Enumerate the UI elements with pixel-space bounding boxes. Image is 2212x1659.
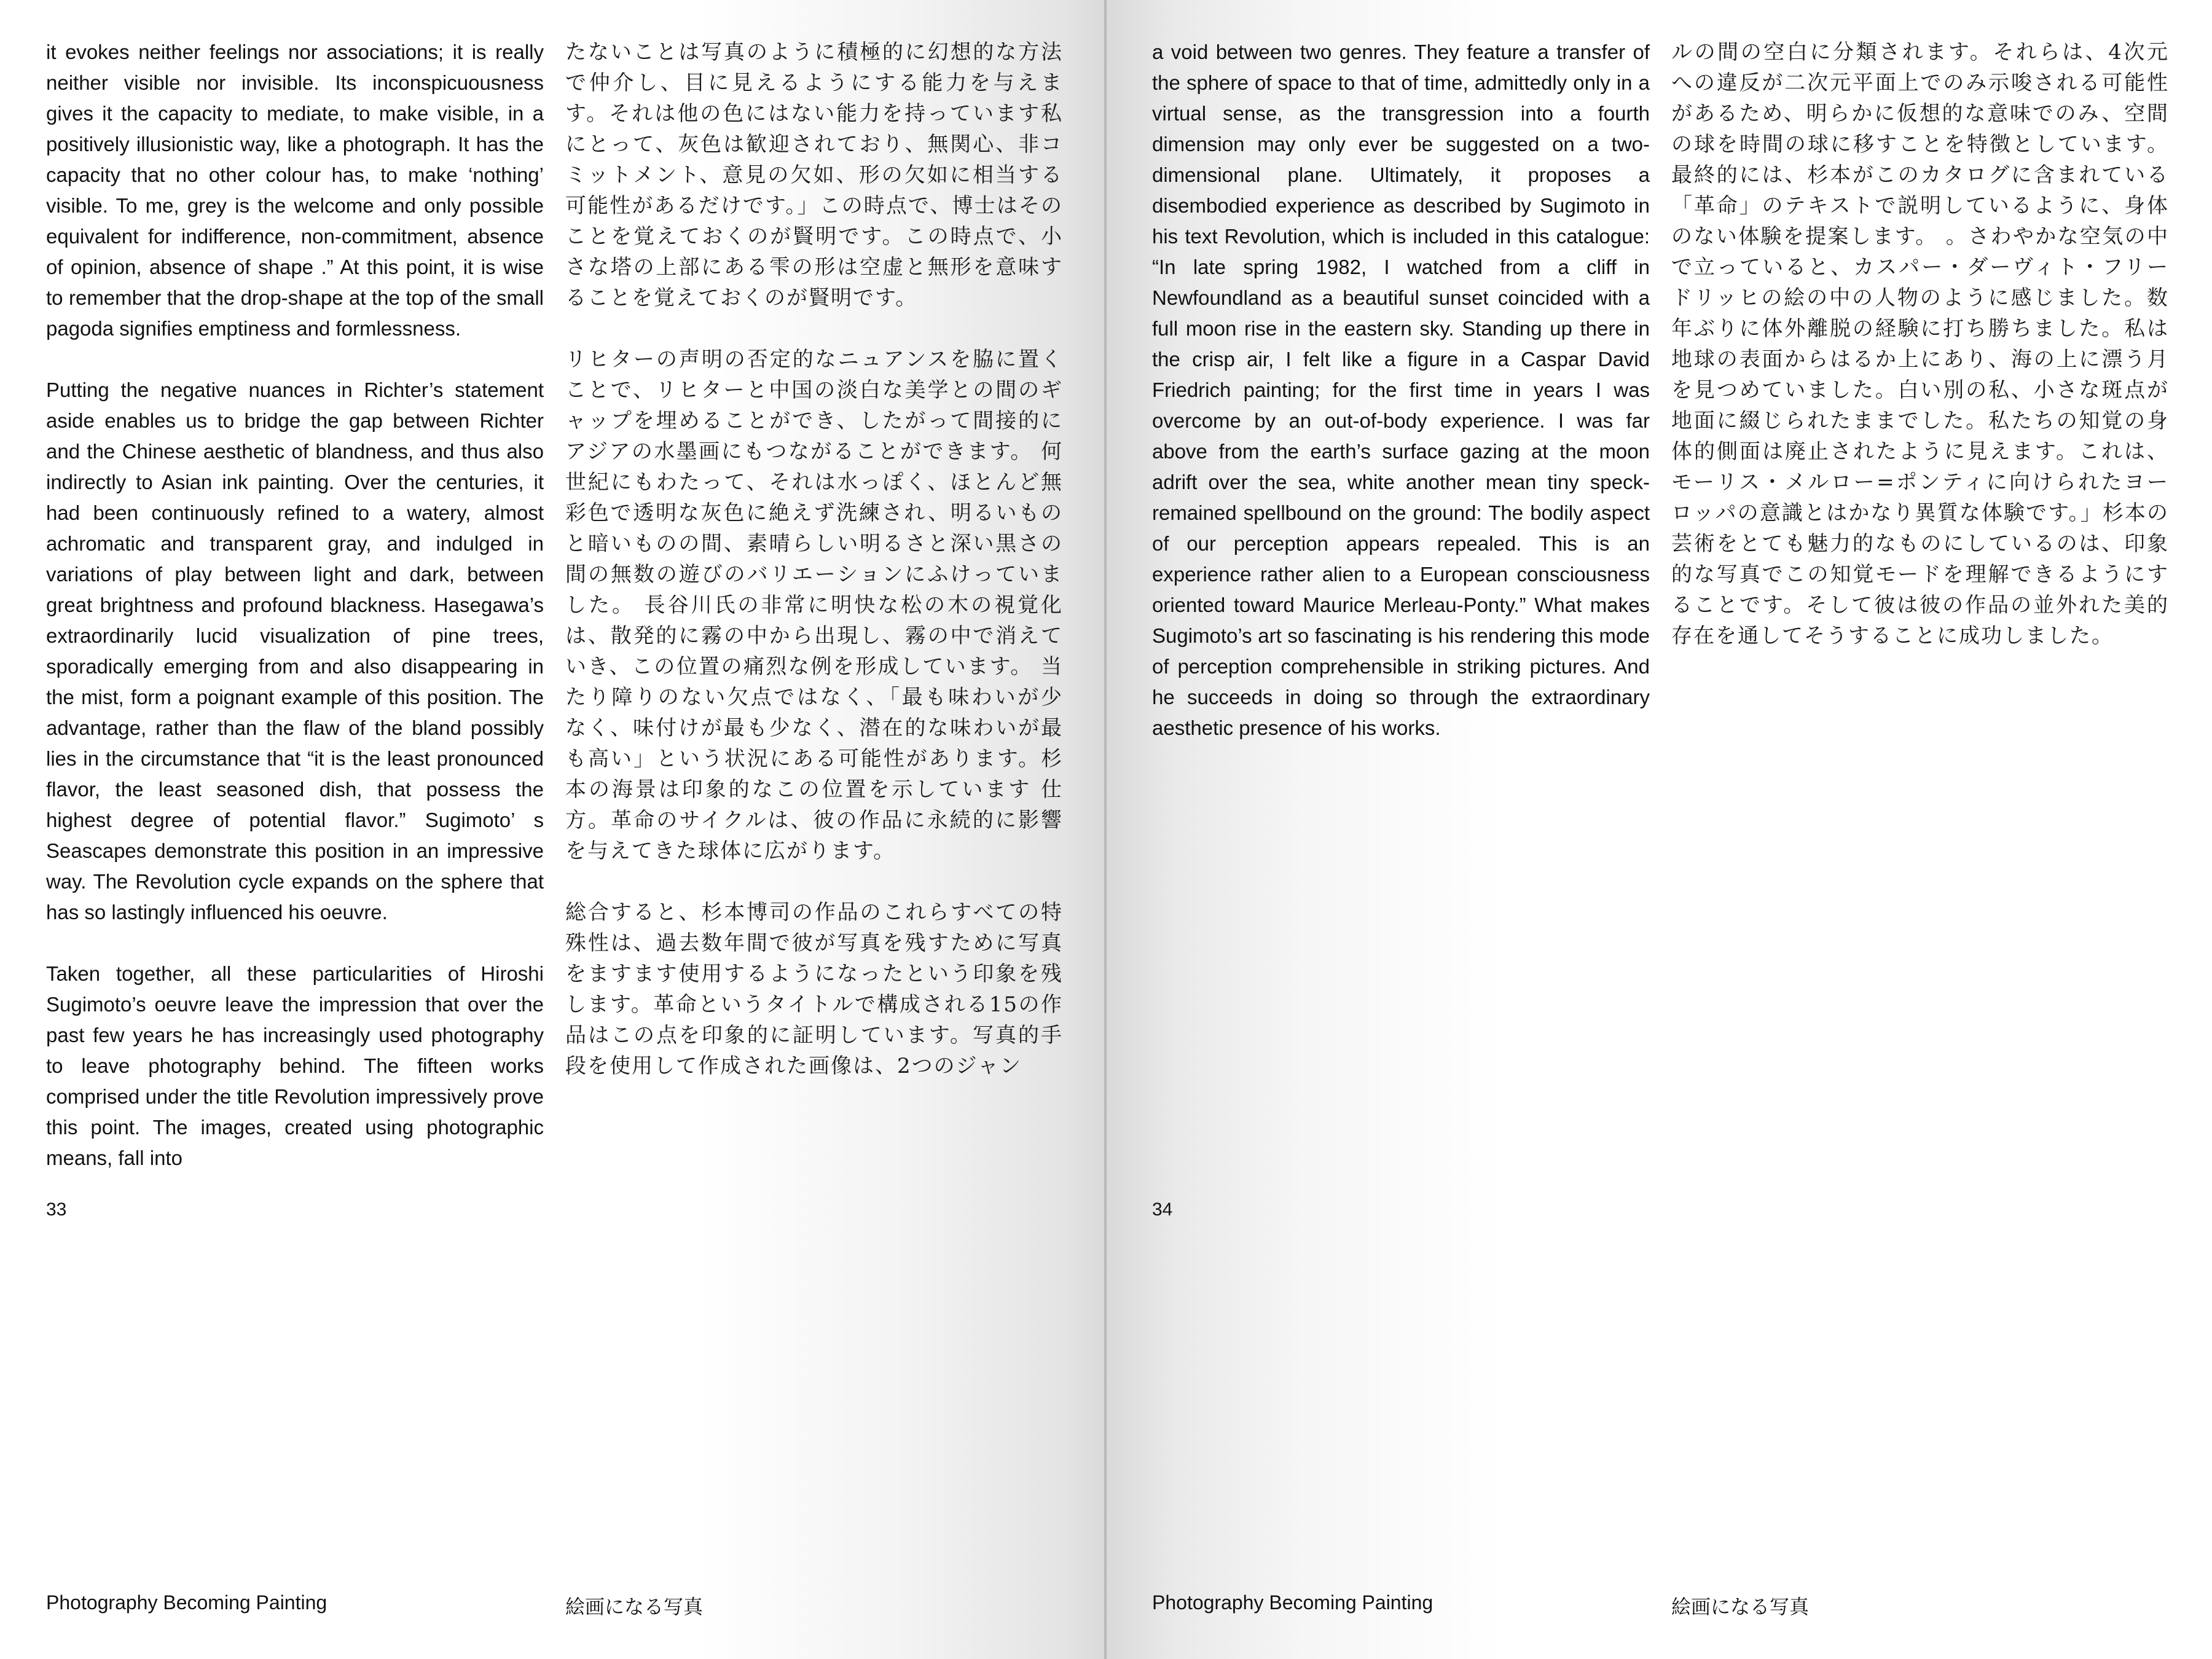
running-footer-english: Photography Becoming Painting xyxy=(46,1591,327,1614)
japanese-paragraph: たないことは写真のように積極的に幻想的な方法で仲介し、目に見えるようにする能力を与えます。それは他の色にはない能力を持っています私にとって、灰色は歓迎されており、無関心、非コミットメント、意見の欠如、形の欠如に相当する可能性があるだけです。」この時点で、博士はそのことを覚えておくのが賢明です。この時点で、小さな塔の上部にある雫の形は空虚と無形を意味することを覚えておくのが賢明です。 xyxy=(565,40,1063,310)
page-number: 33 xyxy=(46,1199,67,1220)
japanese-column xyxy=(1671,37,2169,651)
right-page xyxy=(1106,0,2212,1659)
english-paragraph: Taken together, all these particularities of Hiroshi Sugimoto’s oeuvre leave the impression that over the past few years he has increasingly used photography to leave photography behind. The fifteen works comprised under the title Revolution impressively prove this point. The images, created using photographic means, fall into xyxy=(46,962,544,1169)
japanese-paragraph: 総合すると、杉本博司の作品のこれらすべての特殊性は、過去数年間で彼が写真を残すために写真をますます使用するようになったという印象を残します。革命というタイトルで構成される15の作品はこの点を印象的に証明しています。写真的手段を使用して作成された画像は、2つのジャン xyxy=(565,900,1063,1078)
running-footer-english: Photography Becoming Painting xyxy=(1152,1591,1433,1614)
page-number: 34 xyxy=(1152,1199,1173,1220)
japanese-paragraph: リヒターの声明の否定的なニュアンスを脇に置くことで、リヒターと中国の淡白な美学との間のギャップを埋めることができ、したがって間接的にアジアの水墨画にもつながることができます。 何世紀にもわたって、それは水っぽく、ほとんど無彩色で透明な灰色に絶えず洗練され、明るいものと暗いものの間、素晴らしい明るさと深い黒さの間の無数の遊びのバリエーションにふけっていました。 長谷川氏の非常に明快な松の木の視覚化は、散発的に霧の中から出現し、霧の中で消えていき、この位置の痛烈な例を形成しています。 当たり障りのない欠点ではなく、「最も味わいが少なく、味付けが最も少なく、潜在的な味わいが最も高い」という状況にある可能性があります。杉本の海景は印象的なこの位置を示しています 仕方。革命のサイクルは、彼の作品に永続的に影響を与えてきた球体に広がります。 xyxy=(565,347,1063,863)
running-footer-japanese: 絵画になる写真 xyxy=(565,1595,704,1618)
english-paragraph: Putting the negative nuances in Richter’s statement aside enables us to bridge the gap between Richter and the Chinese aesthetic of blandness, and thus also indirectly to Asian ink painting. Over the centuries, it had been continuously refined to a watery, almost achromatic and transparent gray, and indulged in variations of play between light and dark, between great brightness and profound blackness. Hasegawa’s extraordinarily lucid visualization of pine trees, sporadically emerging from and also disappearing in the mist, form a poignant example of this position. The advantage, rather than the flaw of the bland possibly lies in the circumstance that “it is the least pronounced flavor, the least seasoned dish, that possess the highest degree of potential flavor.” Sugimoto’ s Seascapes demonstrate this position in an impressive way. The Revolution cycle expands on the sphere that has so lastingly influenced his oeuvre. xyxy=(46,378,544,924)
japanese-paragraph: ルの間の空白に分類されます。それらは、4次元への違反が二次元平面上でのみ示唆される可能性があるため、明らかに仮想的な意味でのみ、空間の球を時間の球に移すことを特徴としています。最終的には、杉本がこのカタログに含まれている「革命」のテキストで説明しているように、身体のない体験を提案します。 。さわやかな空気の中で立っていると、カスパー・ダーヴィト・フリードリッヒの絵の中の人物のように感じました。数年ぶりに体外離脱の経験に打ち勝ちました。私は地球の表面からはるか上にあり、海の上に漂う月を見つめていました。白い別の私、小さな斑点が地面に綴じられたままでした。私たちの知覚の身体的側面は廃止されたように見えます。これは、モーリス・メルロー=ポンティに向けられたヨーロッパの意識とはかなり異質な体験です。」杉本の芸術をとても魅力的なものにしているのは、印象的な写真でこの知覚モードを理解できるようにすることです。そして彼は彼の作品の並外れた美的存在を通してそうすることに成功しました。 xyxy=(1671,40,2169,648)
english-column xyxy=(46,37,544,1174)
japanese-column xyxy=(565,37,1063,1081)
running-footer-japanese: 絵画になる写真 xyxy=(1671,1595,1810,1618)
english-paragraph: it evokes neither feelings nor associations; it is really neither visible nor invisible. Its inconspicuousness gives it the capacity to mediate, to make visible, in a positively illusionistic way, like a photograph. It has the capacity that no other colour has, to make ‘nothing’ visible. To me, grey is the welcome and only possible equivalent for indifference, non-commitment, absence of opinion, absence of shape .” At this point, it is wise to remember that the drop-shape at the top of the small pagoda signifies emptiness and formlessness. xyxy=(46,41,544,340)
english-column xyxy=(1152,37,1650,743)
book-gutter xyxy=(1104,0,1107,1659)
english-paragraph: a void between two genres. They feature a transfer of the sphere of space to that of time, admittedly only in a virtual sense, as the transgression into a fourth dimension may only ever be suggested on a two-dimensional plane. Ultimately, it proposes a disembodied experience as described by Sugimoto in his text Revolution, which is included in this catalogue: “In late spring 1982, I watched from a cliff in Newfoundland as a beautiful sunset coincided with a full moon rise in the eastern sky. Standing up there in the crisp air, I felt like a figure in a Caspar David Friedrich painting; for the first time in years I was overcome by an out-of-body experience. I was far above from the earth’s surface gazing at the moon adrift over the sea, white another mean tiny speck-remained spellbound on the ground: The bodily aspect of our perception appears repealed. This is an experience rather alien to a European consciousness oriented toward Maurice Merleau-Ponty.” What makes Sugimoto’s art so fascinating is his rendering this mode of perception comprehensible in striking pictures. And he succeeds in doing so through the extraordinary aesthetic presence of his works. xyxy=(1152,41,1650,739)
